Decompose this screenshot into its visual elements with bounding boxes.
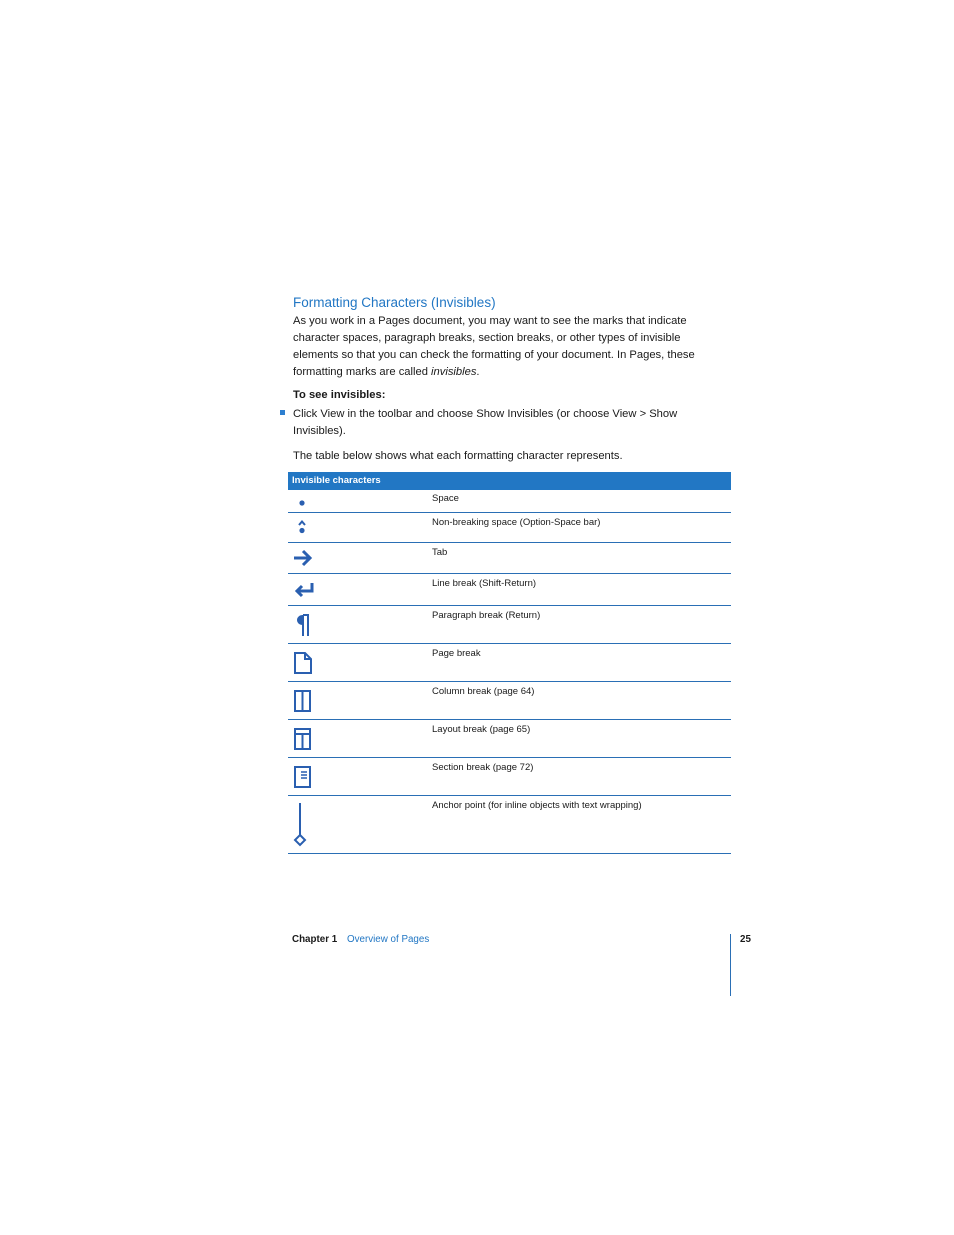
table-row [288,574,731,606]
anchor-point-icon [292,801,314,847]
table-row [288,796,731,854]
table-intro: The table below shows what each formatting character represents. [293,450,623,462]
table-row [288,513,731,543]
row-label: Section break (page 72) [432,762,534,773]
invisibles-table [288,472,731,854]
row-label: Column break (page 64) [432,686,535,697]
table-row [288,606,731,644]
row-label: Page break [432,648,481,659]
footer-divider [730,934,731,996]
row-label: Tab [432,547,448,558]
row-label: Non-breaking space (Option-Space bar) [432,517,601,528]
intro-end: . [476,366,480,378]
row-label: Line break (Shift-Return) [432,578,537,589]
table-row [288,543,731,574]
row-label: Space [432,493,459,504]
table-row [288,490,731,513]
row-label: Layout break (page 65) [432,724,531,735]
pilcrow-icon [292,612,314,638]
page-number: 25 [740,934,751,945]
task-heading: To see invisibles: [293,389,386,401]
layout-break-icon [292,727,314,751]
page-break-icon [292,651,314,675]
table-header: Invisible characters [288,472,731,490]
table-row [288,758,731,796]
bullet-square-icon [280,410,285,415]
row-label: Paragraph break (Return) [432,610,541,621]
table-row [288,720,731,758]
intro-text: As you work in a Pages document, you may want to see the marks that indicate character spaces, paragraph breaks, section breaks, or other types of invisible elements so that you can check the formatting of your document. In Pages, these formatting marks are called [293,315,695,378]
table-row [288,644,731,682]
section-heading: Formatting Characters (Invisibles) [293,295,496,310]
table-row [288,682,731,720]
non-breaking-space-icon [292,518,312,536]
footer-chapter-title: Overview of Pages [347,934,430,945]
intro-italic-term: invisibles [431,366,477,378]
footer-chapter: Chapter 1 [292,934,338,945]
step-text: Click View in the toolbar and choose Show Invisibles (or choose View > Show Invisibles). [293,408,678,437]
row-label: Anchor point (for inline objects with text wrapping) [432,800,642,811]
line-break-arrow-icon [292,581,316,599]
section-break-icon [292,765,314,789]
tab-arrow-icon [292,549,316,567]
intro-paragraph [293,313,723,381]
column-break-icon [292,689,314,713]
space-dot-icon [292,495,312,509]
